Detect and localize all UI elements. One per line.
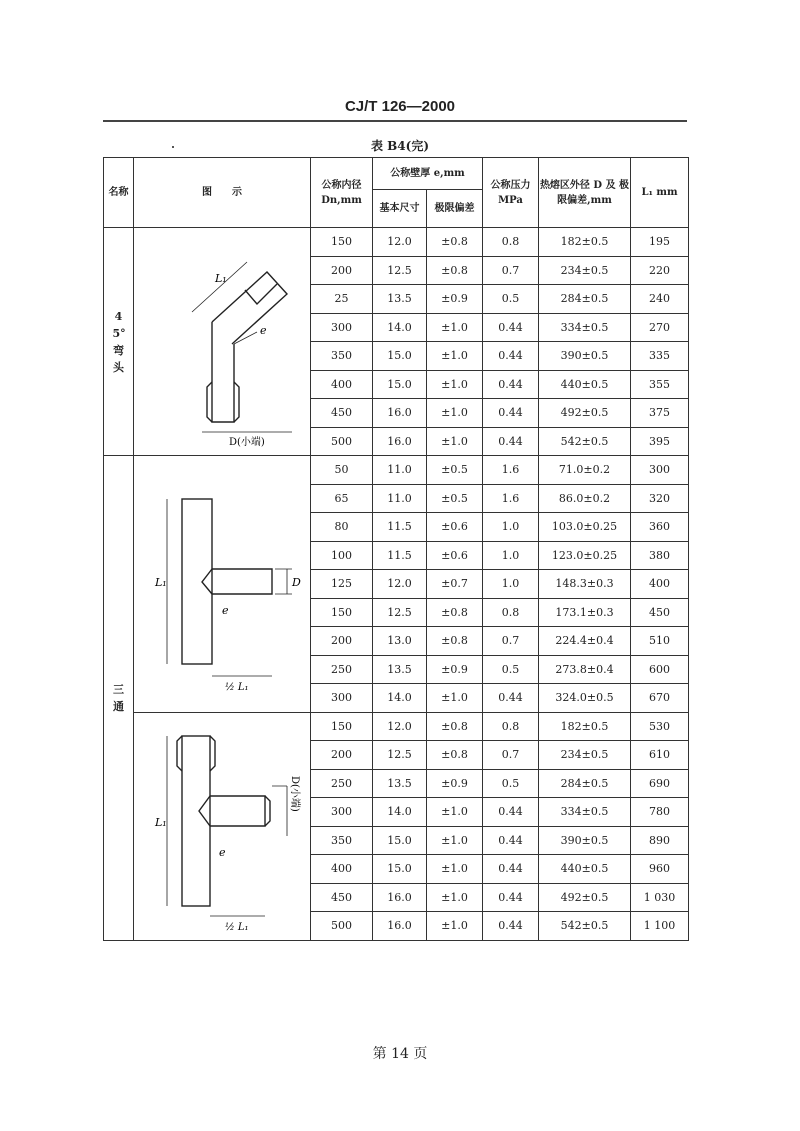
cell-l1: 335 <box>631 342 689 371</box>
cell-diameter: 492±0.5 <box>539 883 631 912</box>
fitting-name <box>104 456 134 941</box>
cell-diameter: 334±0.5 <box>539 313 631 342</box>
cell-basic-size: 11.0 <box>373 484 427 513</box>
cell-diameter: 71.0±0.2 <box>539 456 631 485</box>
cell-dn: 50 <box>311 456 373 485</box>
cell-pressure: 0.44 <box>483 855 539 884</box>
cell-tolerance: ±0.8 <box>427 712 483 741</box>
cell-tolerance: ±1.0 <box>427 427 483 456</box>
cell-diameter: 224.4±0.4 <box>539 627 631 656</box>
cell-diameter: 173.1±0.3 <box>539 598 631 627</box>
elbow-45-diagram <box>137 232 307 452</box>
cell-dn: 150 <box>311 228 373 257</box>
cell-pressure: 0.44 <box>483 427 539 456</box>
cell-diameter: 324.0±0.5 <box>539 684 631 713</box>
cell-l1: 355 <box>631 370 689 399</box>
cell-dn: 500 <box>311 912 373 941</box>
fittings-table <box>103 157 689 941</box>
cell-pressure: 1.0 <box>483 570 539 599</box>
cell-tolerance: ±1.0 <box>427 883 483 912</box>
header-thickness: 公称壁厚 e,mm <box>373 158 483 190</box>
cell-dn: 125 <box>311 570 373 599</box>
cell-pressure: 0.44 <box>483 883 539 912</box>
figure-cell <box>134 228 311 456</box>
cell-dn: 500 <box>311 427 373 456</box>
cell-l1: 380 <box>631 541 689 570</box>
cell-diameter: 492±0.5 <box>539 399 631 428</box>
half-l1-label: ½ L₁ <box>225 922 249 933</box>
cell-basic-size: 12.0 <box>373 228 427 257</box>
cell-dn: 100 <box>311 541 373 570</box>
cell-l1: 450 <box>631 598 689 627</box>
cell-basic-size: 13.5 <box>373 769 427 798</box>
e-label: e <box>219 846 226 859</box>
header-name: 名称 <box>104 158 134 228</box>
cell-l1: 780 <box>631 798 689 827</box>
cell-tolerance: ±0.9 <box>427 655 483 684</box>
cell-basic-size: 16.0 <box>373 912 427 941</box>
table-row <box>104 712 689 741</box>
cell-l1: 270 <box>631 313 689 342</box>
cell-diameter: 86.0±0.2 <box>539 484 631 513</box>
cell-pressure: 1.0 <box>483 513 539 542</box>
cell-tolerance: ±0.8 <box>427 627 483 656</box>
l1-label: L₁ <box>215 271 227 285</box>
d-label: D(小端) <box>229 436 265 448</box>
fitting-name-text: 三 通 <box>113 682 124 713</box>
cell-pressure: 0.5 <box>483 285 539 314</box>
cell-l1: 400 <box>631 570 689 599</box>
cell-basic-size: 12.0 <box>373 570 427 599</box>
cell-basic-size: 13.5 <box>373 655 427 684</box>
cell-dn: 450 <box>311 399 373 428</box>
cell-dn: 300 <box>311 798 373 827</box>
cell-diameter: 234±0.5 <box>539 256 631 285</box>
cell-diameter: 123.0±0.25 <box>539 541 631 570</box>
cell-tolerance: ±1.0 <box>427 912 483 941</box>
cell-tolerance: ±1.0 <box>427 684 483 713</box>
table-caption: 表 B4(完) <box>370 139 430 153</box>
cell-diameter: 440±0.5 <box>539 370 631 399</box>
cell-basic-size: 13.0 <box>373 627 427 656</box>
cell-tolerance: ±0.9 <box>427 769 483 798</box>
cell-tolerance: ±0.5 <box>427 456 483 485</box>
cell-basic-size: 16.0 <box>373 427 427 456</box>
cell-l1: 1 030 <box>631 883 689 912</box>
cell-basic-size: 11.5 <box>373 541 427 570</box>
cell-diameter: 390±0.5 <box>539 826 631 855</box>
cell-basic-size: 15.0 <box>373 855 427 884</box>
cell-dn: 65 <box>311 484 373 513</box>
cell-basic-size: 11.5 <box>373 513 427 542</box>
cell-tolerance: ±1.0 <box>427 855 483 884</box>
header-figure: 图 示 <box>134 158 311 228</box>
cell-tolerance: ±0.8 <box>427 256 483 285</box>
header-tolerance: 极限偏差 <box>427 190 483 228</box>
cell-pressure: 0.44 <box>483 342 539 371</box>
cell-l1: 320 <box>631 484 689 513</box>
cell-basic-size: 15.0 <box>373 342 427 371</box>
cell-l1: 360 <box>631 513 689 542</box>
cell-pressure: 0.44 <box>483 370 539 399</box>
cell-l1: 670 <box>631 684 689 713</box>
e-label: e <box>222 603 229 617</box>
cell-pressure: 0.7 <box>483 741 539 770</box>
cell-diameter: 182±0.5 <box>539 228 631 257</box>
header-l1: L₁ mm <box>631 158 689 228</box>
cell-basic-size: 12.0 <box>373 712 427 741</box>
cell-diameter: 284±0.5 <box>539 285 631 314</box>
cell-l1: 890 <box>631 826 689 855</box>
cell-tolerance: ±0.8 <box>427 598 483 627</box>
table-row <box>104 456 689 485</box>
page-number: 第 14 页 <box>372 1046 428 1062</box>
cell-dn: 80 <box>311 513 373 542</box>
cell-basic-size: 11.0 <box>373 456 427 485</box>
cell-l1: 510 <box>631 627 689 656</box>
cell-pressure: 0.8 <box>483 598 539 627</box>
cell-l1: 240 <box>631 285 689 314</box>
cell-l1: 300 <box>631 456 689 485</box>
cell-dn: 400 <box>311 370 373 399</box>
cell-l1: 195 <box>631 228 689 257</box>
cell-dn: 400 <box>311 855 373 884</box>
cell-tolerance: ±0.6 <box>427 541 483 570</box>
half-l1-label: ½ L₁ <box>225 681 249 693</box>
cell-dn: 250 <box>311 655 373 684</box>
cell-diameter: 542±0.5 <box>539 912 631 941</box>
d-label: D(小端) <box>289 776 300 812</box>
cell-basic-size: 15.0 <box>373 370 427 399</box>
table-row <box>104 228 689 257</box>
cell-l1: 1 100 <box>631 912 689 941</box>
cell-l1: 610 <box>631 741 689 770</box>
cell-pressure: 0.5 <box>483 769 539 798</box>
cell-tolerance: ±0.7 <box>427 570 483 599</box>
cell-pressure: 1.6 <box>483 484 539 513</box>
cell-l1: 530 <box>631 712 689 741</box>
cell-dn: 350 <box>311 342 373 371</box>
figure-cell <box>134 712 311 940</box>
cell-tolerance: ±1.0 <box>427 826 483 855</box>
cell-pressure: 0.8 <box>483 228 539 257</box>
header-dn: 公称内径 Dn,mm <box>311 158 373 228</box>
tee-diagram <box>137 464 307 704</box>
cell-tolerance: ±0.6 <box>427 513 483 542</box>
header-diameter: 热熔区外径 D 及 极限偏差,mm <box>539 158 631 228</box>
figure-cell <box>134 456 311 713</box>
tee-socket-diagram <box>137 716 307 936</box>
cell-diameter: 273.8±0.4 <box>539 655 631 684</box>
cell-tolerance: ±0.8 <box>427 741 483 770</box>
cell-l1: 960 <box>631 855 689 884</box>
cell-dn: 150 <box>311 598 373 627</box>
cell-tolerance: ±0.9 <box>427 285 483 314</box>
cell-dn: 25 <box>311 285 373 314</box>
l1-label: L₁ <box>155 816 167 829</box>
cell-pressure: 0.44 <box>483 313 539 342</box>
cell-dn: 350 <box>311 826 373 855</box>
header-rule <box>103 120 687 122</box>
cell-l1: 690 <box>631 769 689 798</box>
fitting-name <box>104 228 134 456</box>
cell-tolerance: ±0.5 <box>427 484 483 513</box>
cell-l1: 600 <box>631 655 689 684</box>
cell-dn: 150 <box>311 712 373 741</box>
cell-diameter: 542±0.5 <box>539 427 631 456</box>
cell-basic-size: 12.5 <box>373 598 427 627</box>
standard-number: CJ/T 126—2000 <box>344 98 456 115</box>
cell-basic-size: 12.5 <box>373 256 427 285</box>
cell-diameter: 103.0±0.25 <box>539 513 631 542</box>
cell-pressure: 0.44 <box>483 798 539 827</box>
cell-pressure: 0.7 <box>483 256 539 285</box>
cell-pressure: 0.44 <box>483 912 539 941</box>
cell-diameter: 148.3±0.3 <box>539 570 631 599</box>
cell-tolerance: ±0.8 <box>427 228 483 257</box>
cell-l1: 375 <box>631 399 689 428</box>
cell-basic-size: 14.0 <box>373 798 427 827</box>
cell-basic-size: 14.0 <box>373 684 427 713</box>
cell-tolerance: ±1.0 <box>427 342 483 371</box>
cell-diameter: 234±0.5 <box>539 741 631 770</box>
cell-tolerance: ±1.0 <box>427 399 483 428</box>
cell-tolerance: ±1.0 <box>427 798 483 827</box>
cell-basic-size: 12.5 <box>373 741 427 770</box>
e-label: e <box>260 323 267 337</box>
cell-basic-size: 16.0 <box>373 883 427 912</box>
cell-pressure: 0.44 <box>483 826 539 855</box>
fitting-name-text: 45° 弯 头 <box>112 309 126 374</box>
cell-diameter: 284±0.5 <box>539 769 631 798</box>
cell-dn: 200 <box>311 741 373 770</box>
cell-pressure: 1.0 <box>483 541 539 570</box>
cell-dn: 450 <box>311 883 373 912</box>
cell-tolerance: ±1.0 <box>427 313 483 342</box>
header-basic: 基本尺寸 <box>373 190 427 228</box>
cell-dn: 200 <box>311 256 373 285</box>
cell-basic-size: 15.0 <box>373 826 427 855</box>
cell-pressure: 0.44 <box>483 684 539 713</box>
cell-diameter: 182±0.5 <box>539 712 631 741</box>
cell-dn: 250 <box>311 769 373 798</box>
cell-basic-size: 14.0 <box>373 313 427 342</box>
d-label: D <box>292 575 301 589</box>
cell-l1: 220 <box>631 256 689 285</box>
header-pressure: 公称压力 MPa <box>483 158 539 228</box>
l1-label: L₁ <box>155 575 167 589</box>
cell-pressure: 0.7 <box>483 627 539 656</box>
cell-dn: 200 <box>311 627 373 656</box>
cell-diameter: 334±0.5 <box>539 798 631 827</box>
cell-l1: 395 <box>631 427 689 456</box>
cell-diameter: 390±0.5 <box>539 342 631 371</box>
cell-pressure: 0.8 <box>483 712 539 741</box>
cell-diameter: 440±0.5 <box>539 855 631 884</box>
cell-tolerance: ±1.0 <box>427 370 483 399</box>
cell-pressure: 0.44 <box>483 399 539 428</box>
cell-basic-size: 16.0 <box>373 399 427 428</box>
cell-basic-size: 13.5 <box>373 285 427 314</box>
cell-pressure: 1.6 <box>483 456 539 485</box>
cell-dn: 300 <box>311 313 373 342</box>
cell-dn: 300 <box>311 684 373 713</box>
cell-pressure: 0.5 <box>483 655 539 684</box>
